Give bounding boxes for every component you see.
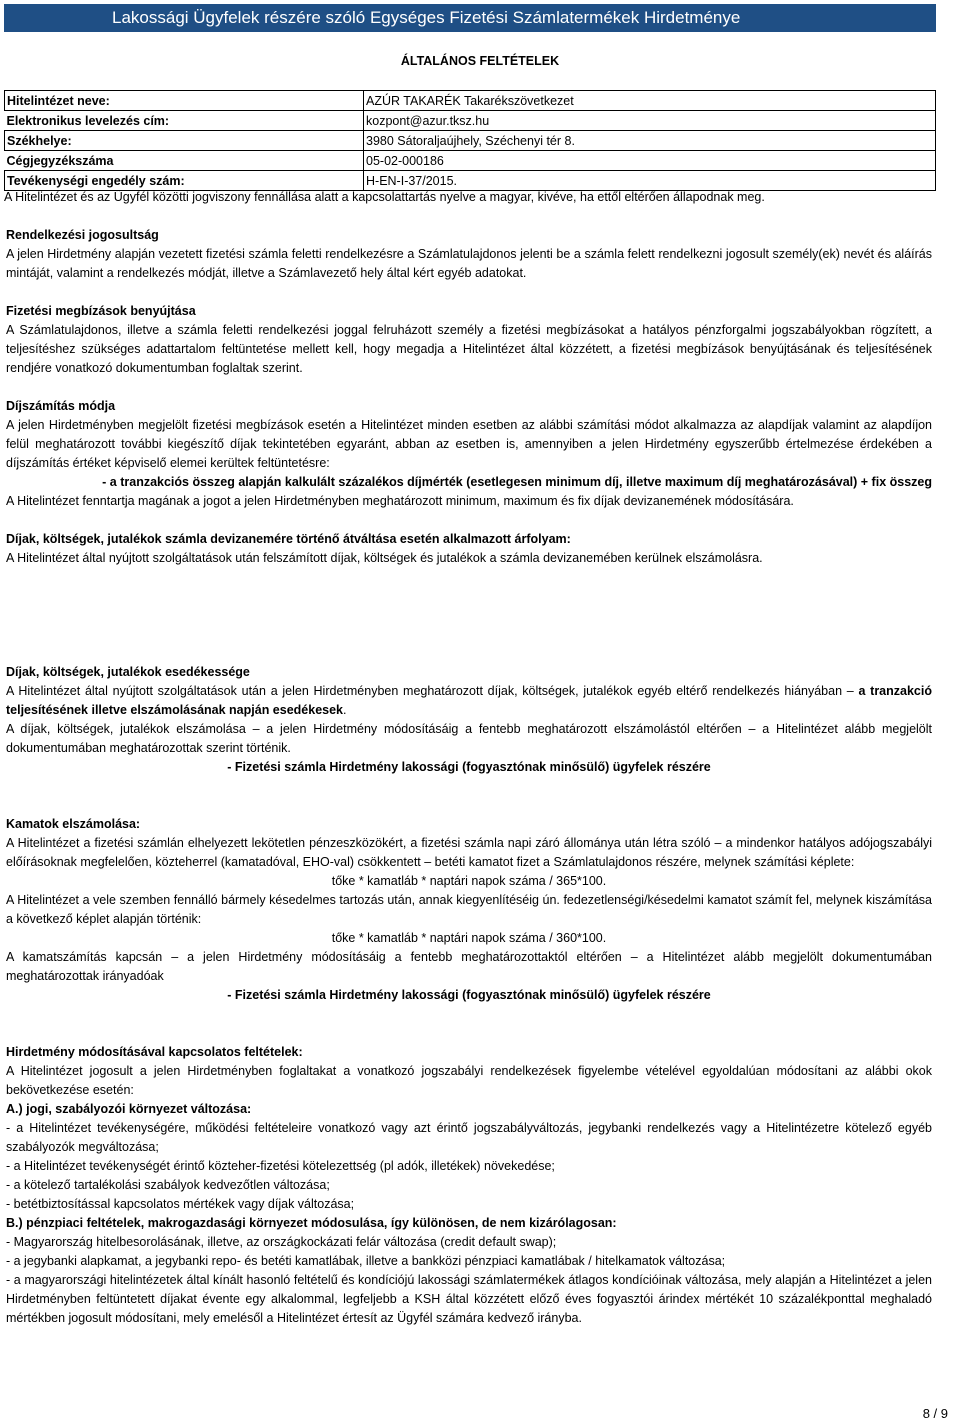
- interest-formula: tőke * kamatláb * naptári napok száma / 365*100.: [331, 874, 607, 888]
- info-label: Hitelintézet neve:: [5, 91, 364, 111]
- fee-formula: - a tranzakciós összeg alapján kalkulált százalékos díjmérték (esetlegesen minimum díj, illetve maximum díj meghatározásával) + fix összeg: [102, 475, 932, 489]
- section-heading: Díjszámítás módja: [6, 399, 116, 413]
- info-value: 3980 Sátoraljaújhely, Széchenyi tér 8.: [364, 131, 936, 151]
- due-date-emphasis: a tranzakció teljesítésének illetve elszámolásának napján esedékesek: [6, 684, 932, 717]
- document-reference: - Fizetési számla Hirdetmény lakossági (fogyasztónak minősülő) ügyfelek részére: [227, 988, 711, 1002]
- info-value: kozpont@azur.tksz.hu: [364, 111, 936, 131]
- list-item: - a Hitelintézet tevékenységét érintő közteher-fizetési kötelezettség (pl adók, illetékek) növekedése;: [6, 1159, 555, 1173]
- info-row: [5, 151, 936, 171]
- info-row: [5, 111, 936, 131]
- paragraph: A jelen Hirdetmény alapján vezetett fizetési számla feletti rendelkezésre a Számlatulajdonos jelenti be a számla felett rendelkezni jogosult személy(ek) nevét és aláírás mintáját, valamint a rendelkezés módját, illetve a Számlavezető hely által kért egyéb adatokat.: [6, 247, 932, 280]
- section-heading: Díjak, költségek, jutalékok számla devizanemére történő átváltása esetén alkalmazott árfolyam:: [6, 532, 571, 546]
- info-value: H-EN-I-37/2015.: [364, 171, 936, 191]
- paragraph: [6, 682, 932, 720]
- interest-formula: tőke * kamatláb * naptári napok száma / 360*100.: [331, 931, 607, 945]
- paragraph: A Hitelintézet által nyújtott szolgáltatások után felszámított díjak, költségek és jutalékok a számla devizanemében kerülnek elszámolásra.: [6, 551, 763, 565]
- info-label: Elektronikus levelezés cím:: [6, 113, 170, 128]
- subsection-heading: A.) jogi, szabályozói környezet változása:: [6, 1102, 252, 1116]
- info-label: Székhelye:: [5, 131, 364, 151]
- info-value: 05-02-000186: [364, 151, 936, 171]
- list-item: - a kötelező tartalékolási szabályok kedvezőtlen változása;: [6, 1178, 330, 1192]
- list-item: - a magyarországi hitelintézetek által kínált hasonló feltételű és kondíciójú lakossági számlatermékek átlagos kondícióinak változása, mely alapján a Hitelintézet a jelen Hirdetményben feltüntetett díjakat évente egy alkalommal, legfeljebb a KSH által közzétett előző éves fogyasztói árindex mértékét 10 százalékponttal meghaladó mértékben jogosult módosítani, mely emelésől a Hitelintézet értesít az Ügyfél számára kedvező irányba.: [6, 1273, 932, 1325]
- document-title: Lakossági Ügyfelek részére szóló Egységes Fizetési Számlatermékek Hirdetménye: [112, 8, 741, 27]
- section-heading: Hirdetmény módosításával kapcsolatos feltételek:: [6, 1045, 303, 1059]
- list-item: - a Hitelintézet tevékenységére, működési feltételeire vonatkozó vagy azt érintő jogszabályváltozás, jegybanki rendelkezés vagy a Hitelintézetre kötelező egyéb szabályozók megváltozása;: [6, 1121, 932, 1154]
- list-item: - Magyarország hitelbesorolásának, illetve, az országkockázati felár változása (credit default swap);: [6, 1235, 557, 1249]
- section-heading: Rendelkezési jogosultság: [6, 228, 159, 242]
- info-label: Cégjegyzékszáma: [6, 153, 114, 168]
- paragraph: A Hitelintézet a vele szemben fennálló bármely késedelmes tartozás után, annak kiegyenlítéséig ún. fedezetlenségi/késedelmi kamatot számít fel, melynek kiszámítása a következő képlet alapján történik:: [6, 893, 932, 926]
- info-row: [5, 91, 936, 111]
- paragraph: A Hitelintézet fenntartja magának a jogot a jelen Hirdetményben meghatározott minimum, maximum és fix díjak devizanemének módosítására.: [6, 494, 794, 508]
- list-item: - betétbiztosítással kapcsolatos mértékek vagy díjak változása;: [6, 1197, 355, 1211]
- info-value: AZÚR TAKARÉK Takarékszövetkezet: [364, 91, 936, 111]
- section-heading: Kamatok elszámolása:: [6, 817, 141, 831]
- institution-info-table: [4, 90, 936, 191]
- section-heading: Fizetési megbízások benyújtása: [6, 304, 196, 318]
- info-label: Tevékenységi engedély szám:: [5, 171, 364, 191]
- document-body: [6, 188, 932, 1328]
- info-row: [5, 131, 936, 151]
- paragraph: A Számlatulajdonos, illetve a számla feletti rendelkezési joggal felruházott személy a fizetési megbízásokat a hatályos pénzforgalmi jogszabályokban rögzített, a teljesítéshez szükséges adattartalom feltüntetése mellett kell, hogy megadja a Hitelintézet által közzétett, a fizetési megbízások benyújtásának és teljesítésének rendjére vonatkozó dokumentumban foglaltak szerint.: [6, 323, 932, 375]
- subsection-heading: B.) pénzpiaci feltételek, makrogazdasági környezet módosulása, így különösen, de nem kizárólagosan:: [6, 1216, 617, 1230]
- document-title-bar: [4, 4, 936, 32]
- paragraph: A kamatszámítás kapcsán – a jelen Hirdetmény módosításáig a fentebb meghatározottaktól eltérően – a Hitelintézet alább megjelölt dokumentumában meghatározottak irányadóak: [6, 950, 932, 983]
- text-span: .: [343, 703, 347, 717]
- text-span: A Hitelintézet által nyújtott szolgáltatások után a jelen Hirdetményben meghatározott díjak, költségek, jutalékok egyéb eltérő rendelkezés hiányában –: [6, 684, 859, 698]
- language-note: A Hitelintézet és az Ügyfél közötti jogviszony fennállása alatt a kapcsolattartás nyelve a magyar, kivéve, ha ettől eltérően állapodnak meg.: [4, 190, 765, 204]
- list-item: - a jegybanki alapkamat, a jegybanki repo- és betéti kamatlábak, illetve a bankközi pénzpiaci kamatlábak / hitelkamatok változása;: [6, 1254, 726, 1268]
- paragraph: A díjak, költségek, jutalékok elszámolása – a jelen Hirdetmény módosításáig a fentebb meghatározott elszámolástól eltérően – a Hitelintézet alább megjelölt dokumentumában meghatározottak szerint történik.: [6, 722, 932, 755]
- paragraph: A Hitelintézet a fizetési számlán elhelyezett lekötetlen pénzeszközökért, a fizetési számla napi záró állománya után létra szóló – a mindenkor hatályos adójogszabályi előírásoknak megfelelően, közteherrel (kamatadóval, EHO-val) csökkentett – betéti kamatot fizet a Számlatulajdonos részére, melynek számítási képlete:: [6, 836, 932, 869]
- section-title: ÁLTALÁNOS FELTÉTELEK: [400, 54, 560, 68]
- paragraph: A jelen Hirdetményben megjelölt fizetési megbízások esetén a Hitelintézet minden esetben az alábbi számítási módot alkalmazza az alapdíjak valamint az alapdíjon felül meghatározott további kiegészítő díjak tekintetében egyaránt, abban az esetben is, amennyiben a jelen Hirdetmény egyszerűbb értelmezése érdekében a díjszámítás értéket képviselő elemei kerültek feltüntetésre:: [6, 418, 932, 470]
- page-number: 8 / 9: [922, 1406, 948, 1421]
- document-reference: - Fizetési számla Hirdetmény lakossági (fogyasztónak minősülő) ügyfelek részére: [227, 760, 711, 774]
- paragraph: A Hitelintézet jogosult a jelen Hirdetményben foglaltakat a vonatkozó jogszabályi rendelkezések figyelembe vételével egyoldalúan módosítani az alábbi okok bekövetkezése esetén:: [6, 1064, 932, 1097]
- section-heading: Díjak, költségek, jutalékok esedékessége: [6, 665, 250, 679]
